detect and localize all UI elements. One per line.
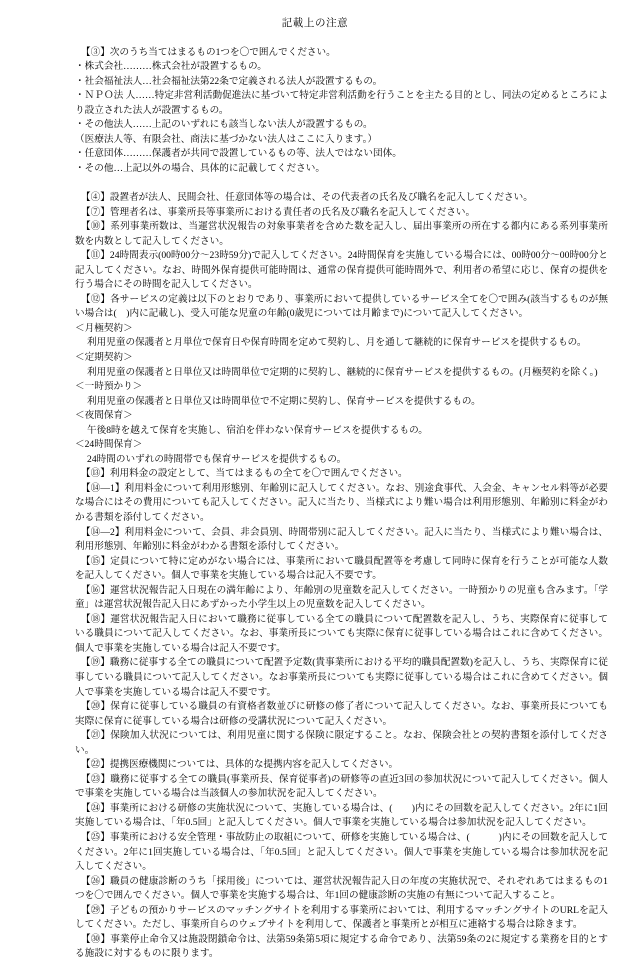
definition-header-yakan-hoiku: ＜夜間保育＞ [75,410,133,422]
document-body [0,46,630,962]
section-item-20: 【⑳】保育に従事している職員の有資格者数並びに研修の修了者について記入してください。なお、事業所長についても実際に保育に従事している場合は研修の受講状況について記入ください。 [75,701,608,727]
item-3-bullet-sonota: ・その他…上記以外の場合、具体的に記載してください。 [75,162,325,174]
section-item-7: 【⑦】管理者名は、事業所長等事業所における責任者の氏名及び職名を記入してください。 [81,206,476,218]
section-item-24: 【㉔】事業所における研修の実施状況について、実施している場合は、( )内にその回数を記入してください。2年に1回実施している場合は、「年0.5回」と記入してください。個人で事業を実施している場合は参加状況を記入してください。 [75,802,608,829]
section-item-16: 【⑯】運営状況報告記入日現在の満年齢により、年齢別の児童数を記入してください。一時預かりの児童も含みます。「学童」は運営状況報告記入日にあずかった小学生以上の児童数を記入してください。 [75,584,608,611]
definition-body-yakan-hoiku: 午後8時を越えて保育を実施し、宿泊を伴わない保育サービスを提供するもの。 [87,424,428,436]
section-item-30: 【㉚】事業停止命令又は施設閉鎖命令は、法第59条第5項に規定する命令であり、法第59条の2に規定する業務を目的とする施設に対するものに限ります。 [75,933,608,960]
item-3-note-iryou-houjin: （医療法人等、有限会社、商法に基づかない法人はここに入ります。） [75,133,378,145]
item-3-bullet-npo-houjin: ・ＮＰＯ法 人……特定非営利活動促進法に基づいて特定非営利活動を行うことを主たる目的とし、同法の定めるところにより設立された法人が設置するもの。 [75,90,608,116]
section-item-3 [75,46,608,177]
section-item-29: 【㉙】子どもの預かりサービスのマッチングサイトを利用する事業所においては、利用するマッチングサイトのURLを記入してください。ただし、事業所自らのウェブサイトを利用して、保護者と事業所とが相互に連絡する場合は除きます。 [75,904,608,931]
section-item-11: 【⑪】24時間表示(00時00分〜23時59分)で記入してください。24時間保育を実施している場合には、00時00分〜00時00分と記入してください。なお、時間外保育提供可能時間は、通常の保育提供可能時間外で、利用者の希望に応じ、保育の提供を行う場合にその時間を記入してください。 [75,250,608,291]
section-item-19: 【⑲】職務に従事する全ての職員について配置予定数(貴事業所における平均的職員配置数)を記入し、うち、実際保育に従事している職員について記入してください。なお事業所長についても実際に従事している場合はこれに含めてください。個人で事業を実施している場合は記入不要です。 [75,657,608,698]
item-3-lead: 【③】次のうち当てはまるもの1つを〇で囲んでください。 [81,46,336,58]
definition-body-tsukigime-keiyaku: 利用児童の保護者と月単位で保育日や保育時間を定めて契約し、月を通して継続的に保育サービスを提供するもの。 [87,337,587,349]
section-item-26: 【㉖】職員の健康診断のうち「採用後」については、運営状況報告記入日の年度の実施状況で、それぞれあてはまるもの1つを〇で囲んでください。個人で事業を実施する場合は、年1回の健康診断の実施の有無について記入すること。 [75,875,608,902]
section-item-22: 【㉒】提携医療機関については、具体的な提携内容を記入してください。 [81,759,399,771]
item-3-bullet-shakai-fukushi-houjin: ・社会福祉法人…社会福祉法第22条で定義される法人が設置するもの。 [75,75,383,87]
section-item-23: 【㉓】職務に従事する全ての職員(事業所長、保育従事者)の研修等の直近3回の参加状況について記入してください。個人で事業を実施している場合は当該個人の参加状況を記入してください。 [75,773,608,800]
definition-body-teiki-keiyaku: 利用児童の保護者と日単位又は時間単位で定期的に契約し、継続的に保育サービスを提供するもの。(月極契約を除く。) [87,366,598,378]
item-3-bullet-sonota-houjin: ・その他法人……上記のいずれにも該当しない法人が設置するもの。 [75,119,373,131]
item-3-bullet-kabushiki-gaisha: ・株式会社………株式会社が設置するもの。 [75,61,267,73]
definition-body-ichiji-azukari: 利用児童の保護者と日単位又は時間単位で不定期に契約し、保育サービスを提供するもの。 [87,395,481,407]
section-item-21: 【㉑】保険加入状況については、利用児童に関する保険に限定すること。なお、保険会社との契約書類を添付してください。 [75,730,608,756]
page-title: 記載上の注意 [281,18,349,29]
section-item-25: 【㉕】事業所における安全管理・事故防止の取組について、研修を実施している場合は、( )内にその回数を記入してください。2年に1回実施している場合は、「年0.5回」と記入してください。個人で事業を実施している場合は参加状況を記入してください。 [75,832,608,873]
section-item-4: 【④】設置者が法人、民間会社、任意団体等の場合は、その代表者の氏名及び職名を記入してください。 [81,191,533,203]
section-item-10: 【⑩】系列事業所数は、当運営状況報告の対象事業者を含めた数を記入し、届出事業所の所在する都内にある系列事業所数を内数として記入してください。 [75,221,608,247]
section-item-14-2: 【⑭—2】利用料金について、会員、非会員別、時間帯別に記入してください。記入に当たり、当様式により難い場合は、利用形態別、年齢別に料金がわかる書類を添付してください。 [75,526,608,553]
section-item-18: 【⑱】運営状況報告記入日において職務に従事している全ての職員について配置数を記入し、うち、実際保育に従事している職員について記入してください。なお、事業所長についても実際に保育に従事している場合はこれに含めてください。個人で事業を実施している場合は記入不要です。 [75,613,608,654]
definition-header-ichiji-azukari: ＜一時預かり＞ [75,381,143,393]
definition-header-teiki-keiyaku: ＜定期契約＞ [75,351,133,363]
definition-header-24jikan-hoiku: ＜24時間保育＞ [75,439,143,451]
definition-body-24jikan-hoiku: 24時間のいずれの時間帯でも保育サービスを提供するもの。 [87,453,347,465]
definition-header-tsukigime-keiyaku: ＜月極契約＞ [75,322,133,334]
section-item-14-1: 【⑭—1】利用料金について利用形態別、年齢別に記入してください。なお、別途食事代、入会金、キャンセル料等が必要な場合にはその費用についても記入してください。記入に当たり、当様式により難い場合は利用形態別、年齢別に料金がわかる書類を添付してください。 [75,482,608,523]
section-item-15: 【⑮】定員について特に定めがない場合には、事業所において職員配置等を考慮して同時に保育を行うことが可能な人数を記入してください。個人で事業を実施している場合は記入不要です。 [75,555,608,582]
service-definition-list [75,322,608,467]
item-3-bullet-nini-dantai: ・任意団体………保護者が共同で設置しているもの等、法人ではない団体。 [75,148,402,160]
section-item-12: 【⑫】各サービスの定義は以下のとおりであり、事業所において提供しているサービス全てを〇で囲み(該当するものが無い場合は( )内に記載し)、受入可能な児童の年齢(0歳児については月齢まで)について記入してください。 [75,293,608,320]
spacer [75,176,608,191]
section-item-13: 【⑬】利用料金の設定として、当てはまるもの全てを〇で囲んでください。 [81,468,408,480]
